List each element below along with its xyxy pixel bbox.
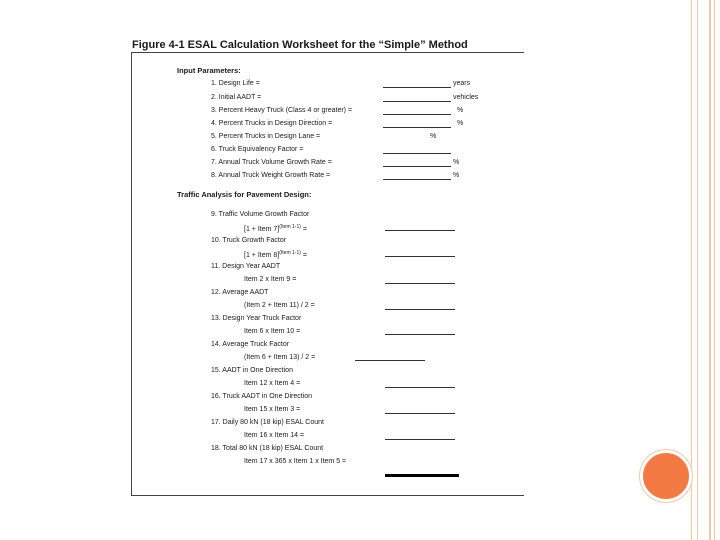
input-blank-line[interactable] [383, 127, 451, 128]
step-formula [244, 379, 300, 388]
step-blank-line[interactable] [385, 283, 455, 284]
step-formula [244, 353, 315, 362]
step-formula [244, 431, 304, 440]
top-rule [131, 52, 524, 53]
formula-text: (Item 2 + Item 11) / 2 = [244, 302, 315, 309]
input-blank-line[interactable] [383, 87, 451, 88]
formula-text: [1 + Item 7] [244, 226, 280, 233]
step-label: 12. Average AADT [211, 289, 269, 296]
input-unit: % [453, 159, 460, 166]
step-formula [244, 223, 307, 234]
step-formula [244, 405, 300, 414]
step-label: 9. Traffic Volume Growth Factor [211, 211, 310, 218]
step-blank-line[interactable] [385, 387, 455, 388]
step-blank-line[interactable] [385, 334, 455, 335]
input-label: 1. Design Life = [211, 80, 260, 87]
input-unit: years [453, 80, 471, 87]
formula-text: (Item 6 + Item 13) / 2 = [244, 354, 316, 361]
step-blank-line[interactable] [385, 230, 455, 231]
input-label: 5. Percent Trucks in Design Lane = [211, 133, 321, 140]
input-blank-line[interactable] [383, 153, 451, 154]
step-blank-line[interactable] [385, 413, 455, 414]
formula-text: Item 17 x 365 x Item 1 x Item 5 = [244, 458, 347, 465]
formula-text: Item 16 x Item 14 = [244, 432, 305, 439]
step-label: 11. Design Year AADT [211, 263, 281, 270]
bottom-rule [131, 495, 524, 496]
formula-text: Item 12 x Item 4 = [244, 380, 301, 387]
input-parameters-heading: Input Parameters: [177, 66, 241, 75]
step-label: 17. Daily 80 kN (18 kip) ESAL Count [211, 419, 324, 426]
step-label: 18. Total 80 kN (18 kip) ESAL Count [211, 445, 324, 452]
input-blank-line[interactable] [383, 114, 451, 115]
step-label: 10. Truck Growth Factor [211, 237, 287, 244]
step-label: 13. Design Year Truck Factor [211, 315, 302, 322]
input-unit: % [430, 133, 437, 140]
input-label: 3. Percent Heavy Truck (Class 4 or greater) = [211, 107, 353, 114]
input-unit: % [457, 120, 464, 127]
figure-title: Figure 4-1 ESAL Calculation Worksheet for the “Simple” Method [132, 39, 468, 51]
traffic-analysis-heading: Traffic Analysis for Pavement Design: [177, 190, 312, 199]
formula-suffix: = [300, 226, 307, 233]
input-label: 7. Annual Truck Volume Growth Rate = [211, 159, 332, 166]
step-label: 14. Average Truck Factor [211, 341, 290, 348]
step-formula [244, 249, 307, 260]
input-label: 6. Truck Equivalency Factor = [211, 146, 304, 153]
formula-text: Item 6 x Item 10 = [244, 328, 301, 335]
formula-text: [1 + Item 8] [244, 252, 280, 259]
input-blank-line[interactable] [383, 101, 451, 102]
step-blank-line[interactable] [385, 439, 455, 440]
step-blank-line[interactable] [385, 309, 455, 310]
formula-text: Item 2 x Item 9 = [244, 276, 297, 283]
formula-text: Item 15 x Item 3 = [244, 406, 301, 413]
step-label: 16. Truck AADT in One Direction [211, 393, 313, 400]
input-unit: % [453, 172, 460, 179]
step-blank-line[interactable] [355, 360, 425, 361]
input-unit: % [457, 107, 464, 114]
input-label: 8. Annual Truck Weight Growth Rate = [211, 172, 331, 179]
input-label: 4. Percent Trucks in Design Direction = [211, 120, 333, 127]
step-formula [244, 275, 296, 284]
input-label: 2. Initial AADT = [211, 94, 262, 101]
left-rule [131, 52, 132, 495]
final-answer-line [385, 474, 459, 477]
step-formula [244, 327, 300, 336]
step-blank-line[interactable] [385, 256, 455, 257]
input-blank-line[interactable] [383, 166, 451, 167]
input-unit: vehicles [453, 94, 479, 101]
formula-suffix: = [300, 252, 307, 259]
step-formula [244, 457, 346, 466]
formula-exponent: (Item 1-1) [279, 250, 301, 256]
input-blank-line[interactable] [383, 179, 451, 180]
step-label: 15. AADT in One Direction [211, 367, 293, 374]
step-formula [244, 301, 315, 310]
formula-exponent: (Item 1-1) [279, 224, 301, 230]
